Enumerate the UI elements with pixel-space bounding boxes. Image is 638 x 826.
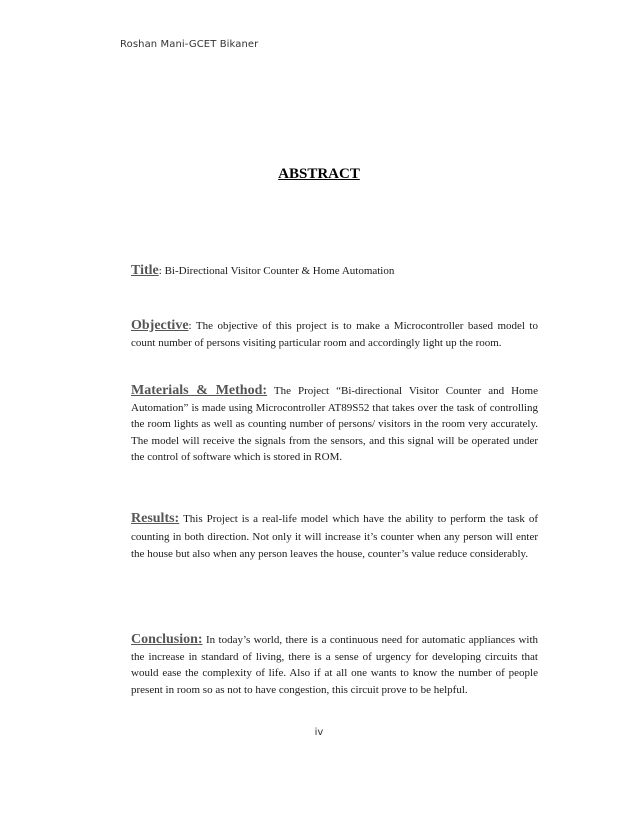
objective-section (131, 318, 538, 351)
running-header: Roshan Mani-GCET Bikaner (120, 39, 259, 50)
results-text: This Project is a real-life model which have the ability to perform the task of counting in both direction. Not only it will increase it’s counter when any person will enter the house but also when any person leaves the house, counter’s value reduce considerably. (131, 513, 538, 560)
materials-method-label: Materials & Method: (131, 383, 268, 398)
materials-method-text: The Project “Bi-directional Visitor Counter and Home Automation” is made using Microcontroller AT89S52 that takes over the task of controlling the room lights as well as counting number of persons/ visitors in the room very accurately. The model will receive the signals from the sensors, and this signal will be operated under the control of software which is stored in ROM. (131, 385, 538, 463)
objective-text: The objective of this project is to make a Microcontroller based model to count number of persons visiting particular room and accordingly light up the room. (131, 320, 538, 349)
page-number: iv (314, 727, 324, 738)
objective-colon: : (188, 320, 196, 332)
conclusion-text: In today’s world, there is a continuous need for automatic appliances with the increase in standard of living, there is a sense of urgency for developing circuits that would ease the complexity of life. Also if at all one wants to know the number of people present in room so as not to have congestion, this circuit prove to be helpful. (131, 634, 538, 696)
title-colon: : (158, 265, 165, 277)
results-section (131, 510, 538, 564)
conclusion-label: Conclusion: (131, 632, 203, 647)
abstract-heading: ABSTRACT (278, 166, 360, 182)
title-label: Title (131, 263, 159, 278)
title-section (131, 263, 538, 280)
title-text: Bi-Directional Visitor Counter & Home Automation (164, 265, 395, 277)
conclusion-section (131, 632, 538, 698)
objective-label: Objective (131, 318, 189, 333)
results-label: Results: (131, 511, 180, 526)
materials-method-section (131, 383, 538, 466)
